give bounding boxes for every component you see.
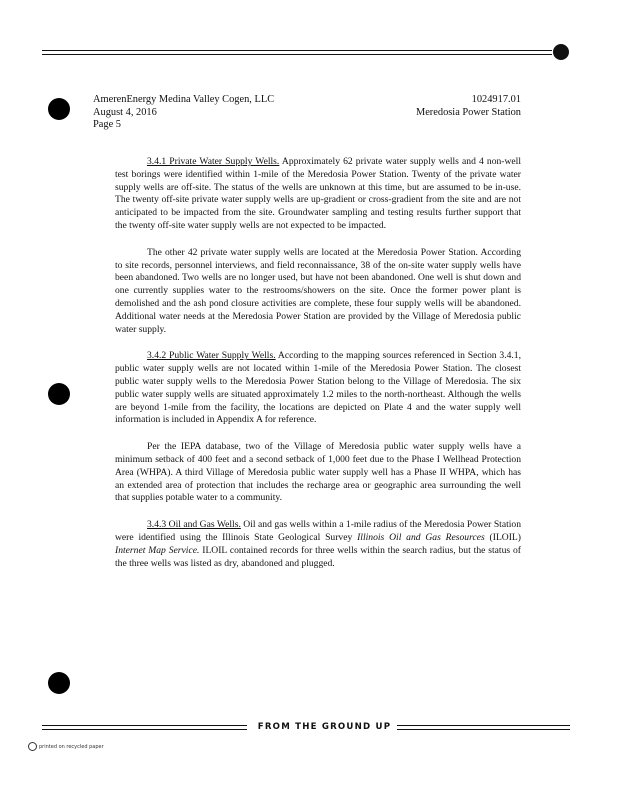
- footer-tagline: FROM THE GROUND UP: [257, 722, 392, 732]
- project-number: 1024917.01: [471, 94, 521, 105]
- site-name: Meredosia Power Station: [415, 106, 521, 118]
- paragraph-oil-gas-wells: [115, 519, 521, 570]
- paragraph-text: Oil and gas wells within a 1-mile radius of the Meredosia Power Station were identified using the Illinois State Geological Survey: [115, 519, 522, 543]
- binder-hole-icon: [48, 383, 70, 405]
- binder-hole-icon: [48, 98, 70, 120]
- italic-title: Internet Map Service.: [115, 544, 200, 556]
- paragraph-text: Approximately 62 private water supply wells and 4 non-well test borings were identified within 1-mile of the Meredosia Power Station. Twenty of the private water supply wells are off-site. The status of the wells are unknown at this time, but are assumed to be in-use. The twenty off-site private water supply wells are up-gradient or cross-gradient from the site and are not anticipated to be impacted from the site. Groundwater sampling and testing results further support that the twenty off-site water supply wells are not expected to be impacted.: [115, 156, 522, 231]
- italic-title: Illinois Oil and Gas Resources: [357, 531, 485, 543]
- footer-rule: [397, 725, 570, 731]
- page-number: Page 5: [93, 119, 121, 130]
- paragraph-onsite-wells: [115, 247, 521, 337]
- top-rule: [42, 50, 552, 56]
- logo-icon: [553, 44, 569, 60]
- paragraph-text: (ILOIL): [484, 531, 521, 543]
- letter-header: [93, 94, 521, 132]
- paragraph-text: According to the mapping sources referenced in Section 3.4.1, public water supply wells are not located within 1-mile of the Meredosia Power Station. The closest public water supply wells to the Meredosia Power Station belong to the Village of Meredosia. The six public water supply wells are situated approximately 1.2 miles to the north-northeast. Although the wells are beyond 1-mile from the facility, the locations are depicted on Plate 4 and the water supply well information is included in Appendix A for reference.: [115, 350, 522, 426]
- section-heading: 3.4.1 Private Water Supply Wells.: [147, 156, 280, 167]
- footer-rule: [42, 725, 247, 731]
- binder-hole-icon: [48, 672, 70, 694]
- document-body: [115, 156, 521, 584]
- section-heading: 3.4.3 Oil and Gas Wells.: [147, 519, 241, 531]
- paragraph-private-wells: [115, 156, 521, 233]
- paragraph-public-wells: [115, 350, 521, 427]
- printed-on-text: printed on recycled paper: [39, 743, 104, 750]
- report-date: August 4, 2016: [93, 106, 157, 118]
- section-heading: 3.4.2 Public Water Supply Wells.: [147, 350, 276, 362]
- company-name: AmerenEnergy Medina Valley Cogen, LLC: [93, 94, 275, 105]
- paragraph-text: ILOIL contained records for three wells within the search radius, but the status of the three wells was listed as dry, abandoned and plugged.: [115, 544, 521, 569]
- paragraph-text: Per the IEPA database, two of the Village of Meredosia public water supply wells have a minimum setback of 400 feet and a second setback of 1,000 feet due to the Phase I Wellhead Protection Area (WHPA). A third Village of Meredosia public water supply well has a Phase II WHPA, which has an extended area of protection that includes the recharge area or geographic area surrounding the well that supplies potable water to a community.: [115, 441, 521, 504]
- paragraph-iepa-database: [115, 441, 521, 505]
- recycle-icon: [28, 742, 37, 751]
- paragraph-text: The other 42 private water supply wells are located at the Meredosia Power Station. According to site records, personnel interviews, and field reconnaissance, 38 of the on-site water supply wells have been abandoned. Two wells are no longer used, but have not been abandoned. One well is shut down and one currently supplies water to the restrooms/showers on the site. Once the former power plant is demolished and the ash pond closure activities are complete, these four supply wells will be abandoned. Additional water needs at the Meredosia Power Station are provided by the Village of Meredosia public water supply.: [115, 246, 521, 335]
- recycled-paper-note: [28, 742, 104, 751]
- page-footer: [42, 722, 570, 736]
